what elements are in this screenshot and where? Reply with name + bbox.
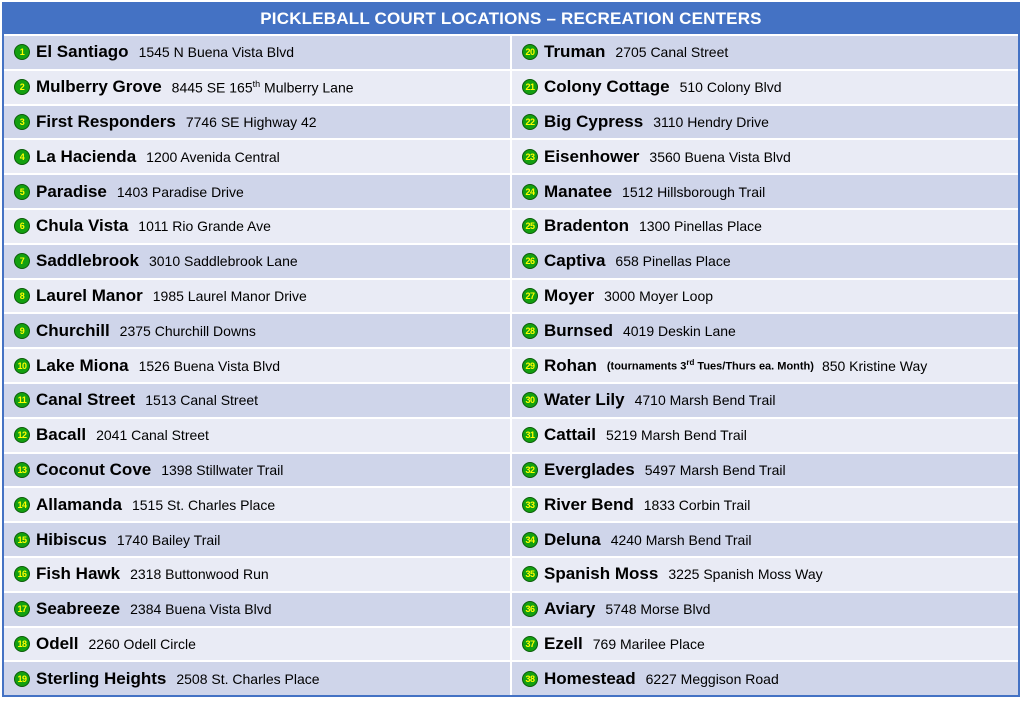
list-item (4, 208, 510, 243)
location-name: Allamanda (36, 494, 122, 514)
location-address: 769 Marilee Place (592, 635, 705, 652)
number-badge-icon: 14 (14, 497, 30, 513)
list-item (512, 626, 1018, 661)
location-address: 3225 Spanish Moss Way (668, 566, 823, 583)
location-name: Paradise (36, 181, 107, 201)
list-item (4, 626, 510, 661)
location-name: Eisenhower (544, 146, 640, 166)
number-badge-icon: 2 (14, 79, 30, 95)
location-address: 7746 SE Highway 42 (185, 113, 317, 130)
location-name: Water Lily (544, 390, 625, 410)
number-badge-icon: 16 (14, 566, 30, 582)
list-item (4, 173, 510, 208)
list-item (512, 173, 1018, 208)
list-item (512, 556, 1018, 591)
number-badge-icon: 7 (14, 253, 30, 269)
list-item (512, 382, 1018, 417)
number-badge-icon: 18 (14, 636, 30, 652)
location-name: Seabreeze (36, 599, 121, 619)
list-item (4, 660, 510, 695)
location-address: 3560 Buena Vista Blvd (649, 148, 791, 165)
location-name: Lake Miona (36, 355, 129, 375)
list-item (512, 452, 1018, 487)
location-name: Churchill (36, 320, 110, 340)
list-item (4, 591, 510, 626)
left-column (4, 34, 510, 695)
number-badge-icon: 21 (522, 79, 538, 95)
location-name: Captiva (544, 251, 606, 271)
list-item (512, 660, 1018, 695)
page-title: PICKLEBALL COURT LOCATIONS – RECREATION CENTERS (4, 4, 1018, 34)
location-address: 1300 Pinellas Place (639, 218, 762, 235)
location-name: Ezell (544, 633, 583, 653)
number-badge-icon: 24 (522, 184, 538, 200)
number-badge-icon: 5 (14, 184, 30, 200)
list-item (4, 521, 510, 556)
number-badge-icon: 10 (14, 358, 30, 374)
number-badge-icon: 12 (14, 427, 30, 443)
number-badge-icon: 3 (14, 114, 30, 130)
address-text: Mulberry Lane (260, 79, 354, 96)
location-name: Bacall (36, 425, 87, 445)
list-item (512, 521, 1018, 556)
number-badge-icon: 13 (14, 462, 30, 478)
location-name: First Responders (36, 111, 176, 131)
location-note (607, 358, 814, 373)
number-badge-icon: 38 (522, 671, 538, 687)
number-badge-icon: 30 (522, 392, 538, 408)
location-address: 1740 Bailey Trail (116, 531, 221, 548)
number-badge-icon: 1 (14, 44, 30, 60)
number-badge-icon: 23 (522, 149, 538, 165)
location-name: Deluna (544, 529, 601, 549)
list-item (4, 556, 510, 591)
location-name: El Santiago (36, 42, 129, 62)
number-badge-icon: 27 (522, 288, 538, 304)
location-name: Homestead (544, 668, 636, 688)
location-name: Mulberry Grove (36, 77, 162, 97)
location-address: 3010 Saddlebrook Lane (148, 253, 298, 270)
list-item (4, 104, 510, 139)
location-address: 1403 Paradise Drive (116, 183, 244, 200)
location-address: 5748 Morse Blvd (605, 601, 711, 618)
location-address: 4710 Marsh Bend Trail (634, 392, 776, 409)
location-address: 3000 Moyer Loop (604, 287, 714, 304)
location-name: Truman (544, 42, 606, 62)
list-item (512, 104, 1018, 139)
location-name: La Hacienda (36, 146, 137, 166)
number-badge-icon: 34 (522, 532, 538, 548)
location-address: 850 Kristine Way (821, 357, 928, 374)
number-badge-icon: 11 (14, 392, 30, 408)
location-address: 510 Colony Blvd (679, 79, 782, 96)
number-badge-icon: 33 (522, 497, 538, 513)
list-item (4, 34, 510, 69)
list-item (4, 138, 510, 173)
location-name: Colony Cottage (544, 77, 670, 97)
right-column (510, 34, 1018, 695)
list-item (512, 208, 1018, 243)
number-badge-icon: 36 (522, 601, 538, 617)
location-name: Burnsed (544, 320, 613, 340)
number-badge-icon: 20 (522, 44, 538, 60)
location-name: Sterling Heights (36, 668, 167, 688)
location-name: Moyer (544, 285, 595, 305)
number-badge-icon: 28 (522, 323, 538, 339)
location-address: 1200 Avenida Central (146, 148, 280, 165)
address-superscript: th (252, 78, 261, 89)
location-address: 658 Pinellas Place (615, 253, 731, 270)
location-name: Cattail (544, 425, 596, 445)
location-address (172, 79, 354, 96)
location-address: 1512 Hillsborough Trail (622, 183, 766, 200)
number-badge-icon: 15 (14, 532, 30, 548)
location-address: 2508 St. Charles Place (176, 670, 320, 687)
list-item (512, 347, 1018, 382)
location-name: Spanish Moss (544, 564, 659, 584)
location-name: Canal Street (36, 390, 136, 410)
number-badge-icon: 29 (522, 358, 538, 374)
list-item (4, 243, 510, 278)
location-name: Coconut Cove (36, 459, 152, 479)
location-address: 2318 Buttonwood Run (130, 566, 269, 583)
list-item (512, 486, 1018, 521)
location-name: Rohan (544, 355, 597, 375)
number-badge-icon: 9 (14, 323, 30, 339)
list-item (512, 34, 1018, 69)
location-address: 1515 St. Charles Place (131, 496, 276, 513)
location-address: 1011 Rio Grande Ave (138, 218, 271, 235)
list-item (4, 347, 510, 382)
note-text: (tournaments 3 (606, 360, 687, 373)
location-address: 1985 Laurel Manor Drive (152, 287, 307, 304)
location-address: 2260 Odell Circle (88, 635, 196, 652)
location-address: 1526 Buena Vista Blvd (138, 357, 280, 374)
location-address: 2041 Canal Street (96, 427, 209, 444)
list-item (512, 312, 1018, 347)
location-name: Bradenton (544, 216, 629, 236)
list-item (512, 278, 1018, 313)
location-name: Odell (36, 633, 79, 653)
location-name: Hibiscus (36, 529, 107, 549)
number-badge-icon: 22 (522, 114, 538, 130)
number-badge-icon: 17 (14, 601, 30, 617)
list-item (4, 69, 510, 104)
number-badge-icon: 19 (14, 671, 30, 687)
location-address: 2375 Churchill Downs (119, 322, 256, 339)
note-text: Tues/Thurs ea. Month) (694, 360, 814, 373)
number-badge-icon: 35 (522, 566, 538, 582)
location-address: 2705 Canal Street (615, 44, 729, 61)
number-badge-icon: 26 (522, 253, 538, 269)
number-badge-icon: 6 (14, 218, 30, 234)
number-badge-icon: 37 (522, 636, 538, 652)
location-name: Manatee (544, 181, 613, 201)
location-address: 1833 Corbin Trail (643, 496, 751, 513)
location-name: Fish Hawk (36, 564, 121, 584)
number-badge-icon: 8 (14, 288, 30, 304)
location-address: 4019 Deskin Lane (622, 322, 736, 339)
location-address: 5219 Marsh Bend Trail (605, 427, 747, 444)
list-item (512, 69, 1018, 104)
location-address: 4240 Marsh Bend Trail (610, 531, 752, 548)
list-item (512, 243, 1018, 278)
number-badge-icon: 31 (522, 427, 538, 443)
location-address: 1545 N Buena Vista Blvd (138, 44, 294, 61)
number-badge-icon: 32 (522, 462, 538, 478)
note-superscript: rd (686, 358, 695, 368)
location-address: 2384 Buena Vista Blvd (130, 601, 272, 618)
list-item (512, 138, 1018, 173)
location-address: 1398 Stillwater Trail (161, 461, 284, 478)
list-item (4, 278, 510, 313)
list-item (4, 417, 510, 452)
location-address: 6227 Meggison Road (645, 670, 779, 687)
location-name: River Bend (544, 494, 634, 514)
locations-table (2, 2, 1020, 697)
list-item (4, 452, 510, 487)
location-address: 5497 Marsh Bend Trail (644, 461, 786, 478)
list-item (4, 312, 510, 347)
location-name: Big Cypress (544, 111, 644, 131)
number-badge-icon: 25 (522, 218, 538, 234)
location-name: Chula Vista (36, 216, 129, 236)
list-item (512, 417, 1018, 452)
list-item (512, 591, 1018, 626)
number-badge-icon: 4 (14, 149, 30, 165)
location-name: Laurel Manor (36, 285, 143, 305)
location-name: Aviary (544, 599, 596, 619)
location-name: Saddlebrook (36, 251, 139, 271)
location-address: 1513 Canal Street (145, 392, 259, 409)
location-name: Everglades (544, 459, 635, 479)
table-body (4, 34, 1018, 695)
location-address: 3110 Hendry Drive (653, 113, 769, 130)
list-item (4, 382, 510, 417)
list-item (4, 486, 510, 521)
address-text: 8445 SE 165 (171, 79, 253, 96)
